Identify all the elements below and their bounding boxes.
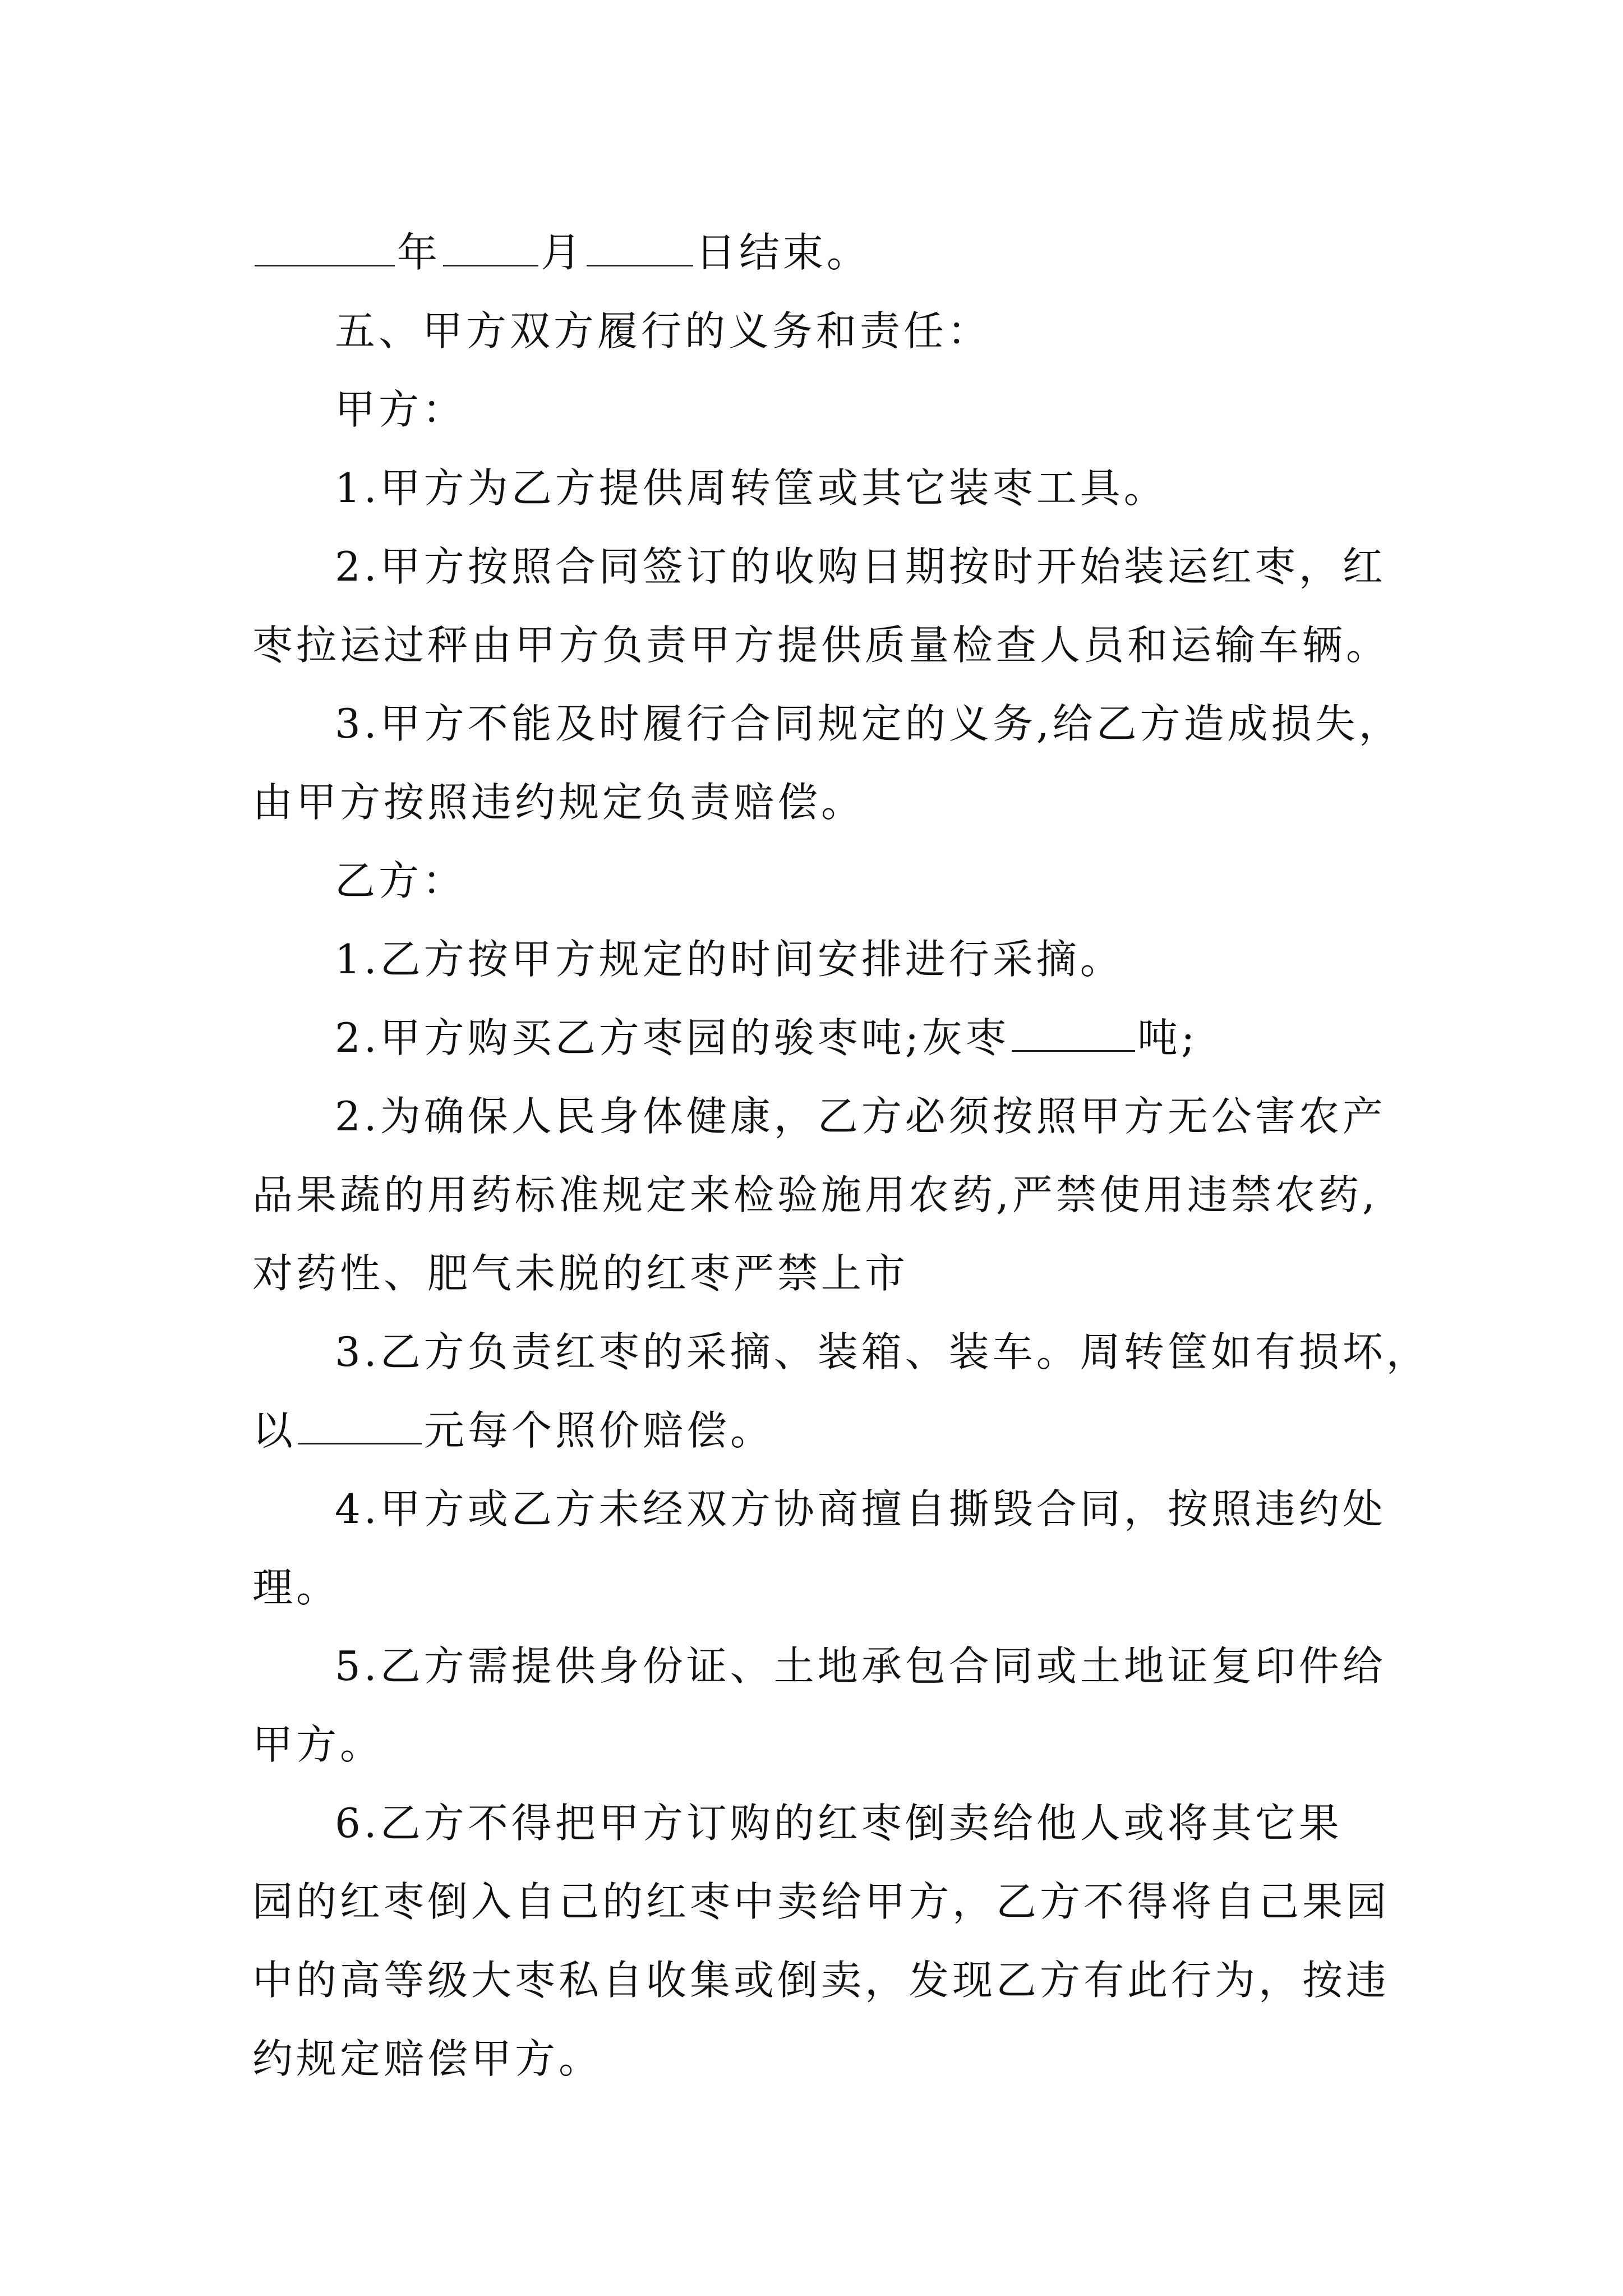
party-b-item-3-line-2 — [252, 1391, 1374, 1470]
party-b-item-1: 1.乙方按甲方规定的时间安排进行采摘。 — [335, 936, 1124, 983]
date-end-line — [252, 213, 1374, 292]
year-label: 年 — [397, 229, 441, 276]
party-a-item-2-line-1: 2.甲方按照合同签订的收购日期按时开始装运红枣，红 — [335, 543, 1386, 590]
blank-price — [298, 1408, 422, 1444]
blank-month — [443, 230, 538, 266]
party-b-item-6-line-2: 园的红枣倒入自己的红枣中卖给甲方，乙方不得将自己果园 — [252, 1878, 1390, 1925]
party-b-item-6-line-4: 约规定赔偿甲方。 — [252, 2035, 603, 2082]
blank-tonnage — [1012, 1015, 1135, 1052]
party-a-item-2-line-2: 枣拉运过秤由甲方负责甲方提供质量检查人员和运输车辆。 — [252, 622, 1390, 669]
item-3-prefix: 以 — [252, 1407, 297, 1454]
party-b-item-4-line-1: 4.甲方或乙方未经双方协商擅自撕毁合同，按照违约处 — [335, 1485, 1386, 1533]
month-label: 月 — [541, 229, 585, 276]
party-a-label: 甲方： — [335, 386, 467, 433]
party-b-item-2b-line-1: 2.为确保人民身体健康，乙方必须按照甲方无公害农产 — [335, 1093, 1386, 1140]
party-b-item-2a — [252, 999, 1374, 1077]
party-b-item-2b-line-3: 对药性、肥气未脱的红枣严禁上市 — [252, 1250, 909, 1297]
document-page — [252, 213, 1430, 2098]
party-b-label: 乙方： — [335, 857, 467, 904]
blank-day — [587, 230, 693, 266]
item-3-suffix: 元每个照价赔偿。 — [424, 1407, 774, 1454]
section-heading: 五、甲方双方履行的义务和责任： — [335, 307, 992, 355]
item-2a-unit: 吨; — [1137, 1014, 1198, 1061]
day-end-label: 日结束。 — [695, 229, 871, 276]
blank-year — [255, 230, 395, 266]
party-b-item-4-line-2: 理。 — [252, 1564, 340, 1611]
party-b-item-6-line-1: 6.乙方不得把甲方订购的红枣倒卖给他人或将其它果 — [335, 1800, 1343, 1847]
party-b-item-6-line-3: 中的高等级大枣私自收集或倒卖，发现乙方有此行为，按违 — [252, 1957, 1390, 2004]
party-a-item-1: 1.甲方为乙方提供周转筐或其它装枣工具。 — [335, 464, 1168, 512]
party-a-item-3-line-1: 3.甲方不能及时履行合同规定的义务,给乙方造成损失， — [335, 700, 1403, 747]
party-b-item-2b-line-2: 品果蔬的用药标准规定来检验施用农药,严禁使用违禁农药, — [252, 1171, 1378, 1218]
item-2a-text: 2.甲方购买乙方枣园的骏枣吨;灰枣 — [335, 1014, 1009, 1061]
party-b-item-5-line-2: 甲方。 — [252, 1721, 384, 1768]
party-a-item-3-line-2: 由甲方按照违约规定负责赔偿。 — [252, 779, 865, 826]
party-b-item-3-line-1: 3.乙方负责红枣的采摘、装箱、装车。周转筐如有损坏， — [335, 1328, 1430, 1375]
party-b-item-5-line-1: 5.乙方需提供身份证、土地承包合同或土地证复印件给 — [335, 1642, 1386, 1690]
